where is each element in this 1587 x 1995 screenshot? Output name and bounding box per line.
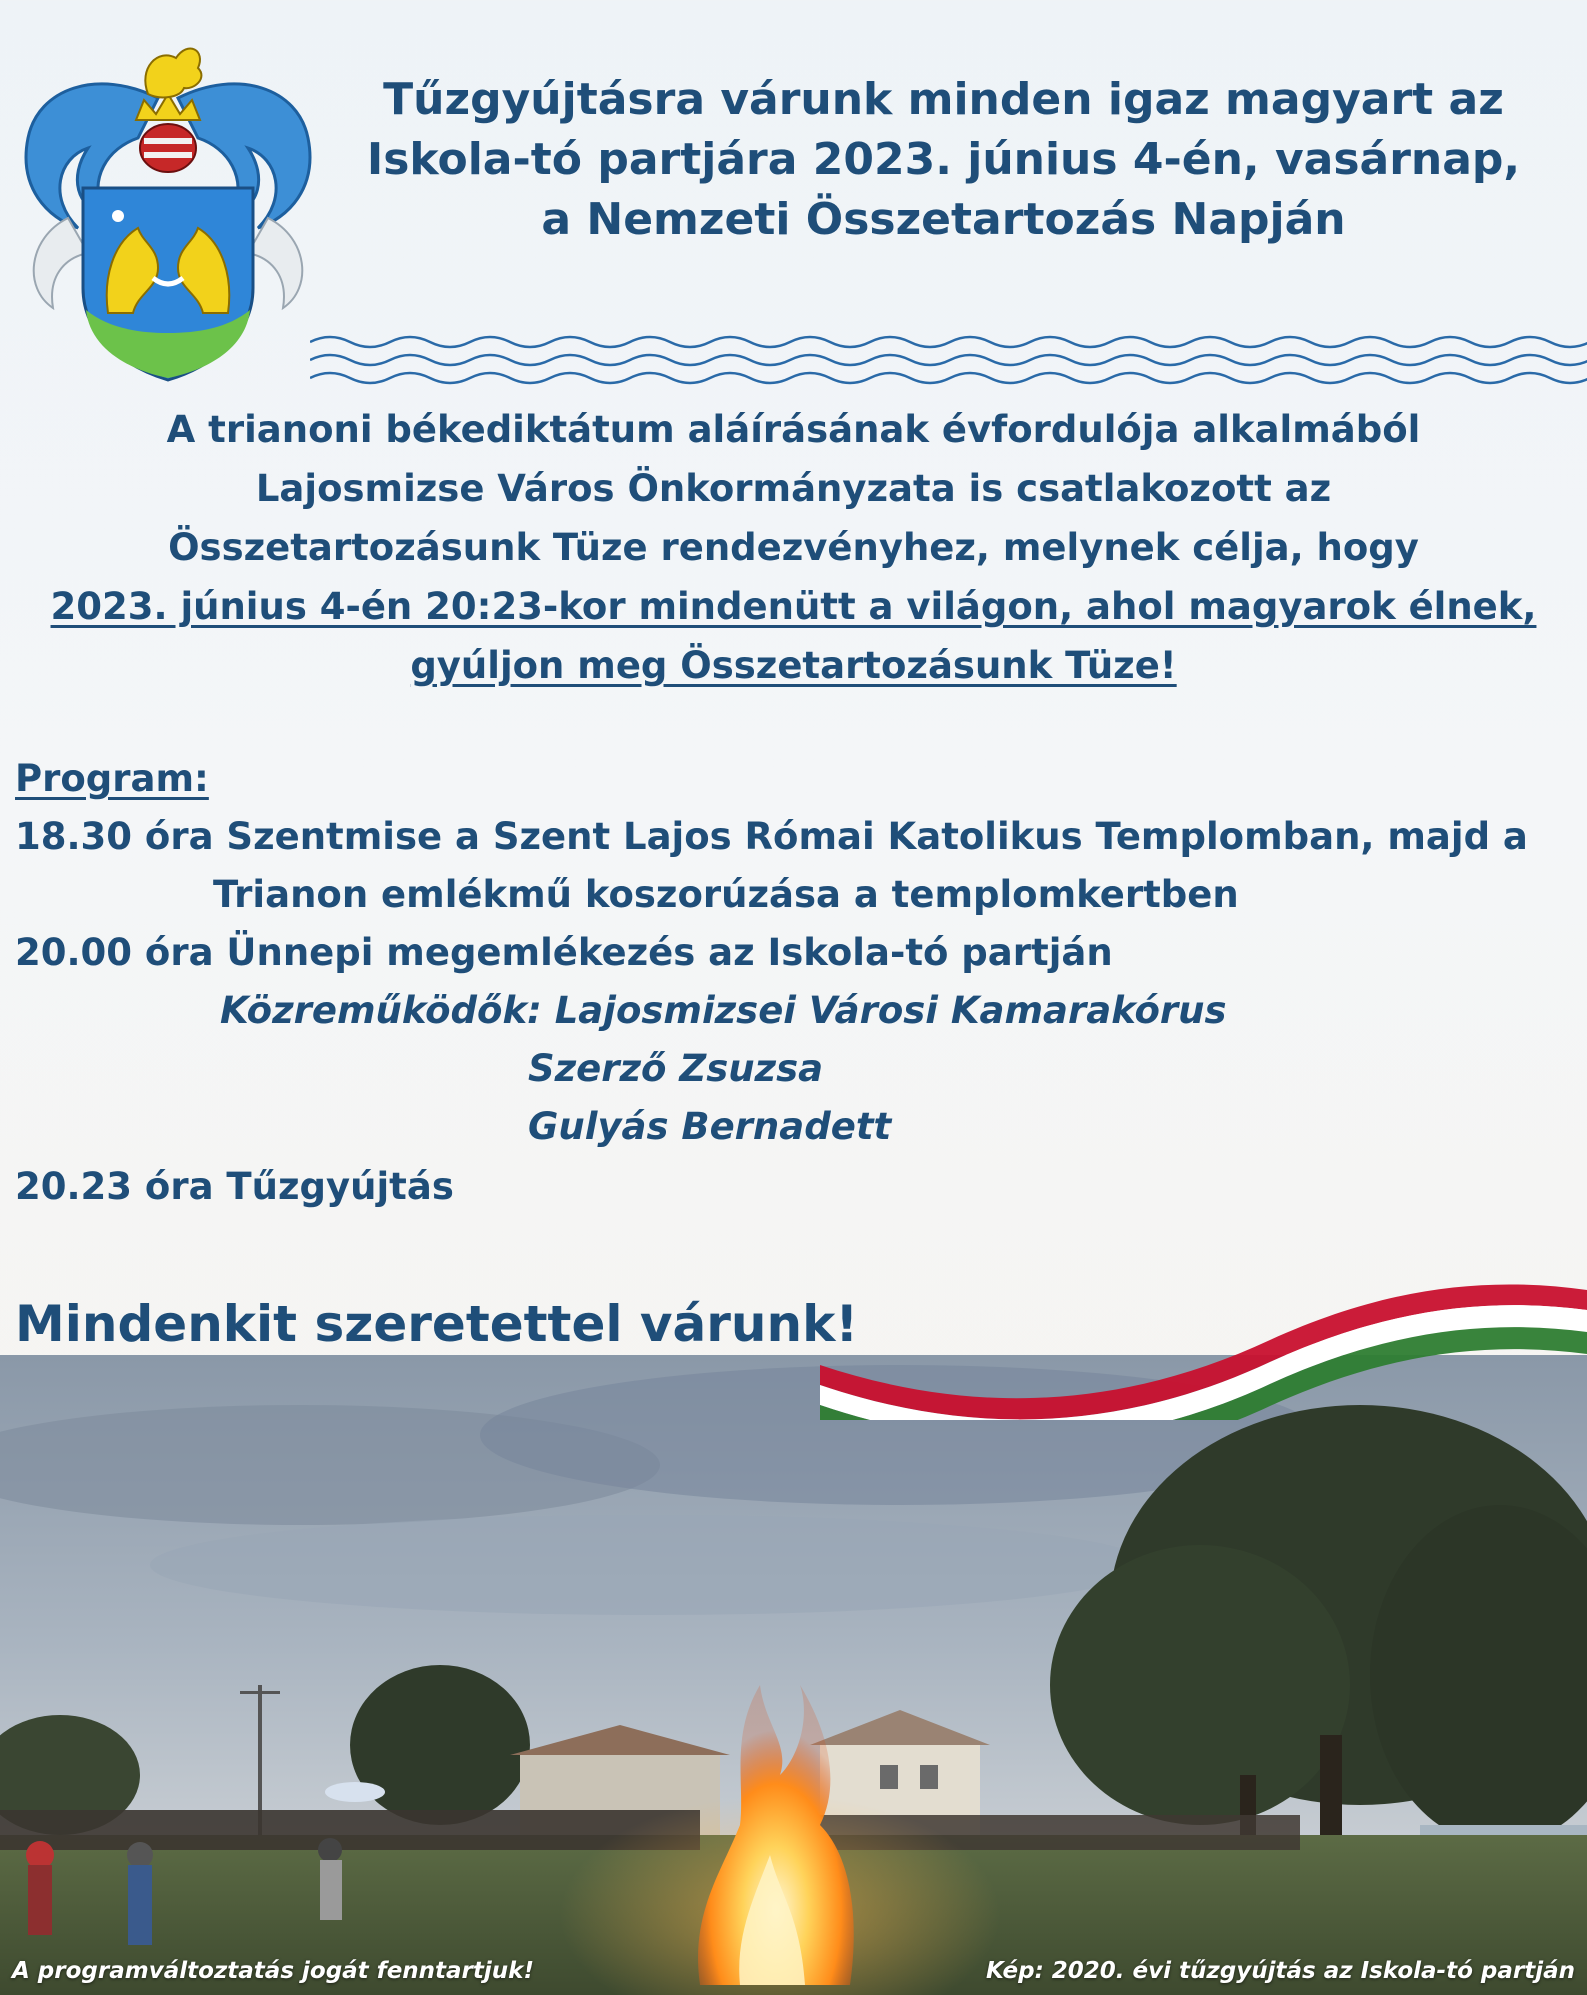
intro-paragraph bbox=[0, 400, 1587, 695]
intro-line-1: A trianoni békediktátum aláírásának évfordulója alkalmából bbox=[166, 408, 1421, 451]
program-heading: Program: bbox=[15, 757, 209, 800]
bonfire-photo bbox=[0, 1355, 1587, 1995]
decorative-waves bbox=[310, 332, 1587, 392]
title-line-2: Iskola-tó partjára 2023. június 4-én, vasárnap, bbox=[366, 134, 1521, 185]
program-section bbox=[15, 750, 1575, 1216]
coat-of-arms-logo bbox=[8, 28, 328, 388]
footer-disclaimer: A programváltoztatás jogát fenntartjuk! bbox=[12, 1958, 534, 1984]
title-line-1: Tűzgyújtásra várunk minden igaz magyart az bbox=[383, 74, 1504, 125]
intro-line-2: Lajosmizse Város Önkormányzata is csatlakozott az bbox=[255, 467, 1332, 510]
program-item-mass-continued: Trianon emlékmű koszorúzása a templomkertben bbox=[213, 873, 1239, 916]
contributors-line-3: Gulyás Bernadett bbox=[528, 1105, 892, 1148]
contributors-line-2: Szerző Zsuzsa bbox=[528, 1047, 824, 1090]
title-line-3: a Nemzeti Összetartozás Napján bbox=[541, 194, 1346, 245]
hungarian-flag-ribbon bbox=[820, 1250, 1587, 1420]
photo-caption: Kép: 2020. évi tűzgyújtás az Iskola-tó partján bbox=[985, 1958, 1575, 1984]
intro-line-3: Összetartozásunk Tüze rendezvényhez, melynek célja, hogy bbox=[168, 526, 1419, 569]
program-item-mass: 18.30 óra Szentmise a Szent Lajos Római Katolikus Templomban, majd a bbox=[15, 815, 1528, 858]
welcome-message: Mindenkit szeretettel várunk! bbox=[15, 1295, 859, 1353]
intro-highlight-line-1: 2023. június 4-én 20:23-kor mindenütt a világon, ahol magyarok élnek, bbox=[50, 585, 1537, 628]
page-title bbox=[300, 70, 1587, 250]
contributors-line-1: Közreműködők: Lajosmizsei Városi Kamarakórus bbox=[220, 989, 1227, 1032]
intro-highlight-line-2: gyúljon meg Összetartozásunk Tüze! bbox=[410, 644, 1177, 687]
program-item-commemoration: 20.00 óra Ünnepi megemlékezés az Iskola-tó partján bbox=[15, 931, 1113, 974]
program-item-bonfire: 20.23 óra Tűzgyújtás bbox=[15, 1165, 454, 1208]
